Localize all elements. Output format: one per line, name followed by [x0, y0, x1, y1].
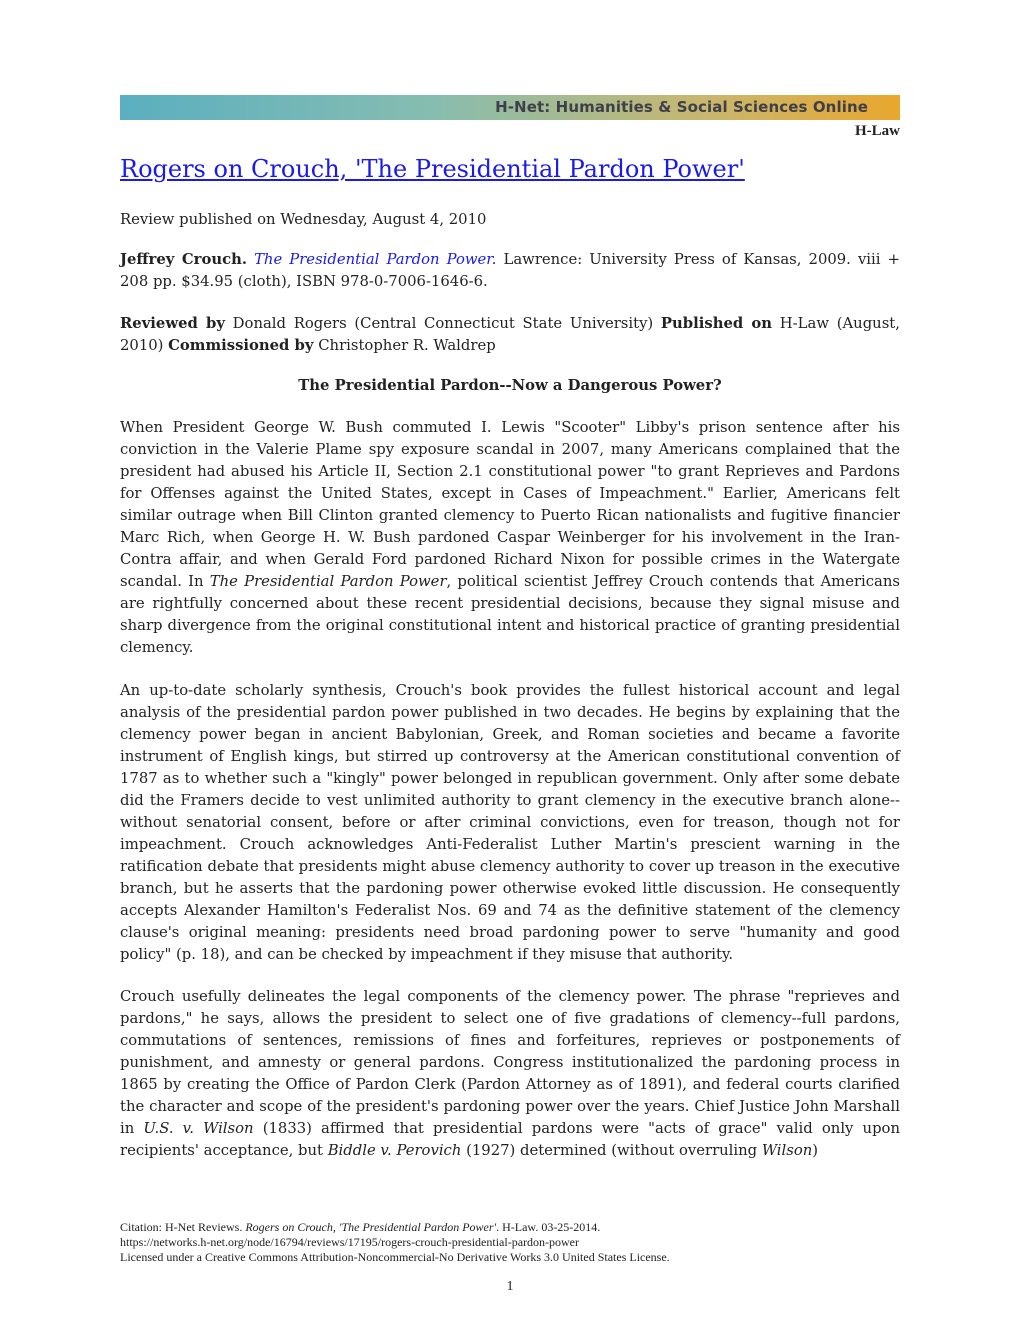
citation-suffix: . H-Law. 03-25-2014.	[496, 1220, 601, 1234]
citation-footer	[120, 1220, 900, 1265]
p1-book-title: The Presidential Pardon Power	[209, 573, 447, 590]
review-credits	[120, 313, 900, 357]
published-on-label: Published on	[660, 315, 773, 332]
commissioned-by-label: Commissioned by	[168, 337, 314, 354]
review-subheading: The Presidential Pardon--Now a Dangerous Power?	[298, 377, 722, 394]
title-link[interactable]: Rogers on Crouch, 'The Presidential Pardon Power'	[120, 155, 745, 183]
reviewed-by-label: Reviewed by	[120, 315, 225, 332]
p1-text-a: When President George W. Bush commuted I. Lewis "Scooter" Libby's prison sentence after his conviction in the Valerie Plame spy exposure scandal in 2007, many Americans complained that the president had abused his Article II, Section 2.1 constitutional power "to grant Reprieves and Pardons for Offenses against the United States, except in Cases of Impeachment." Earlier, Americans felt similar outrage when Bill Clinton granted clemency to Puerto Rican nationalists and fugitive financier Marc Rich, when George H. W. Bush pardoned Caspar Weinberger for his involvement in the Iran-Contra affair, and when Gerald Ford pardoned Richard Nixon for possible crimes in the Watergate scandal. In	[120, 419, 900, 590]
book-details: Lawrence: University Press of Kansas, 2009. viii + 208 pp. $34.95 (cloth), ISBN 978-0-7006-1646-6.	[120, 251, 900, 290]
commissioner: Christopher R. Waldrep	[318, 337, 496, 354]
published-on: H-Law (August, 2010)	[120, 315, 900, 354]
license-line: Licensed under a Creative Commons Attribution-Noncommercial-No Derivative Works 3.0 United States License.	[120, 1250, 670, 1264]
page-title	[120, 155, 900, 183]
p3-text-d: )	[812, 1142, 819, 1159]
body-paragraph-1	[120, 417, 900, 659]
citation-prefix: Citation: H-Net Reviews.	[120, 1220, 246, 1234]
p3-case-wilson: U.S. v. Wilson	[143, 1120, 254, 1137]
body-paragraph-2: An up-to-date scholarly synthesis, Crouch's book provides the fullest historical account and legal analysis of the presidential pardon power published in two decades. He begins by explaining that the clemency power began in ancient Babylonian, Greek, and Roman societies and became a favorite instrument of English kings, but stirred up controversy at the American constitutional convention of 1787 as to whether such a "kingly" power belonged in republican government. Only after some debate did the Framers decide to vest unlimited authority to grant clemency in the executive branch alone--without senatorial consent, before or after criminal convictions, even for treason, though not for impeachment. Crouch acknowledges Anti-Federalist Luther Martin's prescient warning in the ratification debate that presidents might abuse clemency authority to cover up treason in the executive branch, but he asserts that the pardoning power otherwise evoked little discussion. He consequently accepts Alexander Hamilton's Federalist Nos. 69 and 74 as the definitive statement of the clemency clause's original meaning: presidents need broad pardoning power to serve "humanity and good policy" (p. 18), and can be checked by impeachment if they misuse that authority.	[120, 682, 900, 963]
p3-case-biddle: Biddle v. Perovich	[327, 1142, 462, 1159]
citation-line	[120, 1220, 900, 1235]
body-paragraph-3	[120, 986, 900, 1162]
bibliographic-entry	[120, 249, 900, 293]
page-number: 1	[506, 1279, 514, 1294]
p3-text-c: (1927) determined (without overruling	[461, 1142, 762, 1159]
banner-text: H-Net: Humanities & Social Sciences Online	[495, 98, 868, 116]
book-title-link[interactable]: The Presidential Pardon Power.	[254, 251, 497, 268]
network-label: H-Law	[855, 123, 900, 139]
hnet-banner	[120, 95, 900, 120]
citation-url[interactable]: https://networks.h-net.org/node/16794/reviews/17195/rogers-crouch-presidential-pardon-power	[120, 1235, 579, 1249]
p3-case-wilson-short: Wilson	[761, 1142, 813, 1159]
p3-text-a: Crouch usefully delineates the legal components of the clemency power. The phrase "reprieves and pardons," he says, allows the president to select one of five gradations of clemency--full pardons, commutations of sentences, remissions of fines and forfeitures, reprieves or postponements of punishment, and amnesty or general pardons. Congress institutionalized the pardoning process in 1865 by creating the Office of Pardon Clerk (Pardon Attorney as of 1891), and federal courts clarified the character and scope of the president's pardoning power over the years. Chief Justice John Marshall in	[120, 988, 900, 1137]
book-author: Jeffrey Crouch.	[120, 251, 247, 268]
p1-text-b: , political scientist Jeffrey Crouch contends that Americans are rightfully concerned about these recent presidential decisions, because they signal misuse and sharp divergence from the original constitutional intent and historical practice of granting presidential clemency.	[120, 573, 900, 656]
p3-text-b: (1833) affirmed that presidential pardons were "acts of grace" valid only upon recipients' acceptance, but	[120, 1120, 900, 1159]
citation-title: Rogers on Crouch, 'The Presidential Pardon Power'	[245, 1220, 497, 1234]
reviewer: Donald Rogers (Central Connecticut State University)	[232, 315, 654, 332]
publication-date: Review published on Wednesday, August 4, 2010	[120, 211, 487, 228]
